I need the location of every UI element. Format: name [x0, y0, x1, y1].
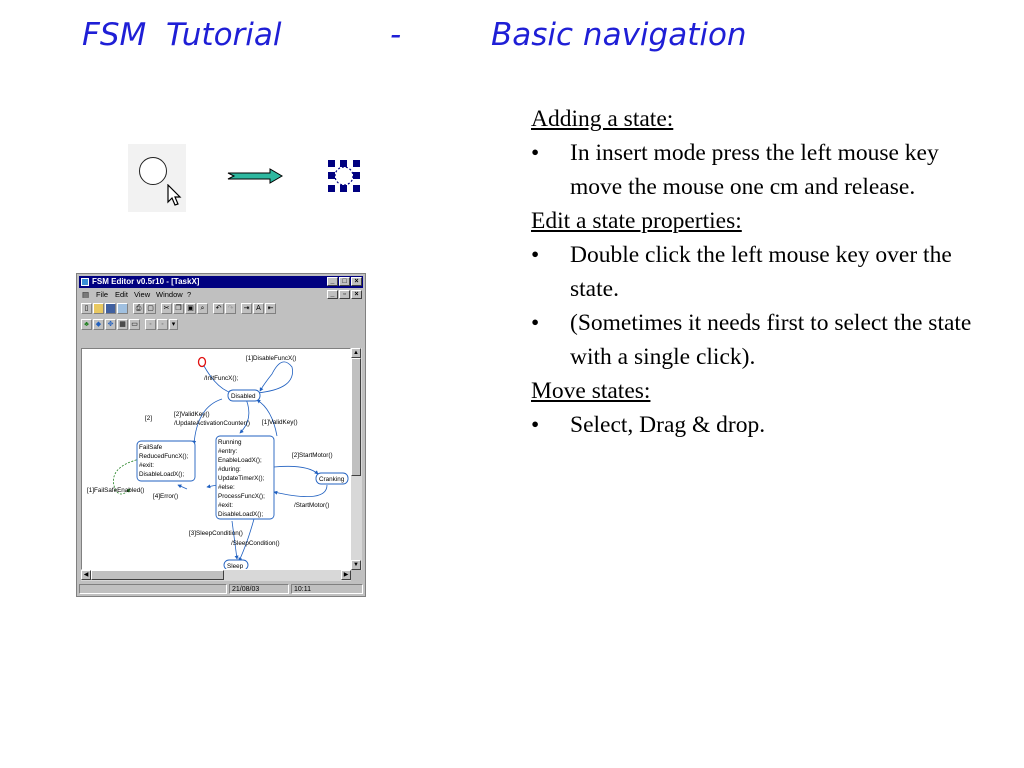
svg-text:/StartMotor(): /StartMotor()	[294, 502, 330, 509]
transition-tool-icon[interactable]: ✥	[105, 319, 116, 330]
menu-bar	[79, 289, 363, 300]
tool-c-icon[interactable]: ⇤	[265, 303, 276, 314]
svg-text:Running: Running	[218, 439, 242, 446]
tool-b-icon[interactable]: A	[253, 303, 264, 314]
bullet-item	[531, 408, 991, 442]
heading-move-states: Move states:	[531, 378, 651, 404]
horizontal-scrollbar[interactable]	[81, 570, 351, 581]
slide-title	[0, 17, 1024, 59]
menu-file[interactable]: File	[96, 290, 109, 299]
svg-text:[2]ValidKey(): [2]ValidKey()	[174, 411, 210, 418]
status-date: 21/08/03	[229, 584, 289, 594]
instructions	[531, 102, 991, 442]
scroll-down-icon[interactable]: ▼	[351, 560, 361, 570]
svg-text:[1]FailSafeEnabled(): [1]FailSafeEnabled()	[87, 487, 145, 494]
doc-minimize-button[interactable]: _	[327, 290, 338, 299]
bullet-text: Select, Drag & drop.	[570, 412, 766, 438]
find-icon[interactable]: ⌕	[197, 303, 208, 314]
bullet-dot: •	[531, 242, 540, 268]
svg-text:/UpdateActivationCounter(): /UpdateActivationCounter()	[174, 420, 250, 427]
diagram-canvas[interactable]	[81, 348, 351, 570]
toolbar-tools	[79, 318, 363, 332]
insert-state-illustration	[128, 144, 373, 214]
svg-text:[2]: [2]	[145, 415, 153, 422]
status-message	[79, 584, 227, 594]
svg-text:EnableLoadX();: EnableLoadX();	[218, 457, 262, 464]
redo-icon[interactable]: ↷	[225, 303, 236, 314]
window-titlebar[interactable]	[79, 276, 363, 288]
svg-text:#entry:: #entry:	[218, 448, 238, 455]
title-left: FSM Tutorial	[82, 17, 282, 53]
svg-text:UpdateTimerX();: UpdateTimerX();	[218, 475, 265, 482]
new-file-icon[interactable]: ▯	[81, 303, 92, 314]
svg-text:FailSafe: FailSafe	[139, 444, 163, 451]
svg-text:[4]Error(): [4]Error()	[153, 493, 179, 500]
tool-a-icon[interactable]: ⇥	[241, 303, 252, 314]
menu-help[interactable]: ?	[187, 290, 192, 299]
chevron-down-icon[interactable]: ▾	[169, 319, 178, 330]
bullet-text: (Sometimes it needs first to select the state with a single click).	[570, 310, 972, 370]
svg-text:[1]DisableFuncX(): [1]DisableFuncX()	[246, 355, 297, 362]
bullet-dot: •	[531, 310, 540, 336]
scroll-right-icon[interactable]: ▶	[341, 570, 351, 580]
svg-text:ReducedFuncX();: ReducedFuncX();	[139, 453, 189, 460]
run-icon[interactable]: ♣	[81, 319, 92, 330]
state-diagram[interactable]	[82, 349, 350, 569]
bullet-text: In insert mode press the left mouse key move the mouse one cm and release.	[570, 140, 939, 200]
doc-menu-icon[interactable]: ▤	[82, 290, 90, 299]
doc-restore-button[interactable]: ▫	[339, 290, 350, 299]
save-icon[interactable]	[105, 303, 116, 314]
selected-state-icon	[326, 158, 362, 194]
heading-adding-state: Adding a state:	[531, 106, 674, 132]
print-icon[interactable]: ⎙	[133, 303, 144, 314]
zoom-icon[interactable]: ▭	[129, 319, 140, 330]
svg-text:ProcessFuncX();: ProcessFuncX();	[218, 493, 265, 500]
bullet-item	[531, 238, 991, 306]
state-sleep-label: Sleep	[227, 563, 244, 569]
minimize-button[interactable]: _	[327, 277, 338, 286]
menu-window[interactable]: Window	[156, 290, 183, 299]
transition-labels	[87, 355, 333, 547]
paste-icon[interactable]: ▣	[185, 303, 196, 314]
svg-text:[1]ValidKey(): [1]ValidKey()	[262, 419, 298, 426]
title-right: Basic navigation	[491, 17, 747, 53]
open-folder-icon[interactable]	[93, 303, 104, 314]
vertical-scroll-thumb[interactable]	[351, 358, 361, 476]
window-title: FSM Editor v0.5r10 - [TaskX]	[92, 277, 200, 286]
circle-icon	[139, 157, 167, 185]
svg-text:[3]SleepCondition(): [3]SleepCondition()	[189, 530, 243, 537]
cut-icon[interactable]: ✂	[161, 303, 172, 314]
horizontal-scroll-thumb[interactable]	[91, 570, 224, 580]
svg-text:[2]StartMotor(): [2]StartMotor()	[292, 452, 333, 459]
toolbar-main	[79, 302, 363, 316]
bullet-text: Double click the left mouse key over the state.	[570, 242, 952, 302]
save-all-icon[interactable]	[117, 303, 128, 314]
svg-text:#else:: #else:	[218, 484, 235, 491]
scroll-left-icon[interactable]: ◀	[81, 570, 91, 580]
scroll-up-icon[interactable]: ▲	[351, 348, 361, 358]
grid-icon[interactable]: ▦	[117, 319, 128, 330]
svg-text:/InitFuncX();: /InitFuncX();	[204, 375, 239, 382]
svg-text:#exit:: #exit:	[218, 502, 234, 509]
initial-state-icon[interactable]	[199, 358, 206, 367]
vertical-scrollbar[interactable]	[351, 348, 362, 570]
copy-icon[interactable]: ❐	[173, 303, 184, 314]
print-preview-icon[interactable]: ▢	[145, 303, 156, 314]
title-dash: -	[390, 17, 402, 53]
bullet-dot: •	[531, 140, 540, 166]
svg-text:/SleepCondition(): /SleepCondition()	[231, 540, 280, 547]
state-cranking-label: Cranking	[319, 476, 345, 483]
svg-text:DisableLoadX();: DisableLoadX();	[139, 471, 185, 478]
bullet-item	[531, 136, 991, 204]
disabled-tool-2-icon[interactable]: ▪	[157, 319, 168, 330]
state-disabled-label: Disabled	[231, 393, 256, 400]
undo-icon[interactable]: ↶	[213, 303, 224, 314]
right-arrow-icon	[226, 168, 284, 184]
bullet-dot: •	[531, 412, 540, 438]
status-time: 10:11	[291, 584, 363, 594]
mouse-cursor-icon	[167, 184, 183, 208]
state-tool-icon[interactable]: ◆	[93, 319, 104, 330]
doc-close-button[interactable]: ×	[351, 290, 362, 299]
disabled-tool-1-icon[interactable]: ▪	[145, 319, 156, 330]
close-button[interactable]: ×	[351, 277, 362, 286]
menu-edit[interactable]: Edit	[115, 290, 128, 299]
svg-text:DisableLoadX();: DisableLoadX();	[218, 511, 264, 518]
maximize-button[interactable]: □	[339, 277, 350, 286]
app-icon	[81, 278, 89, 286]
fsm-editor-window	[76, 273, 366, 597]
svg-text:#exit:: #exit:	[139, 462, 155, 469]
svg-text:#during:: #during:	[218, 466, 241, 473]
bullet-item	[531, 306, 991, 374]
menu-view[interactable]: View	[134, 290, 151, 299]
status-bar	[79, 583, 363, 595]
heading-edit-state: Edit a state properties:	[531, 208, 742, 234]
